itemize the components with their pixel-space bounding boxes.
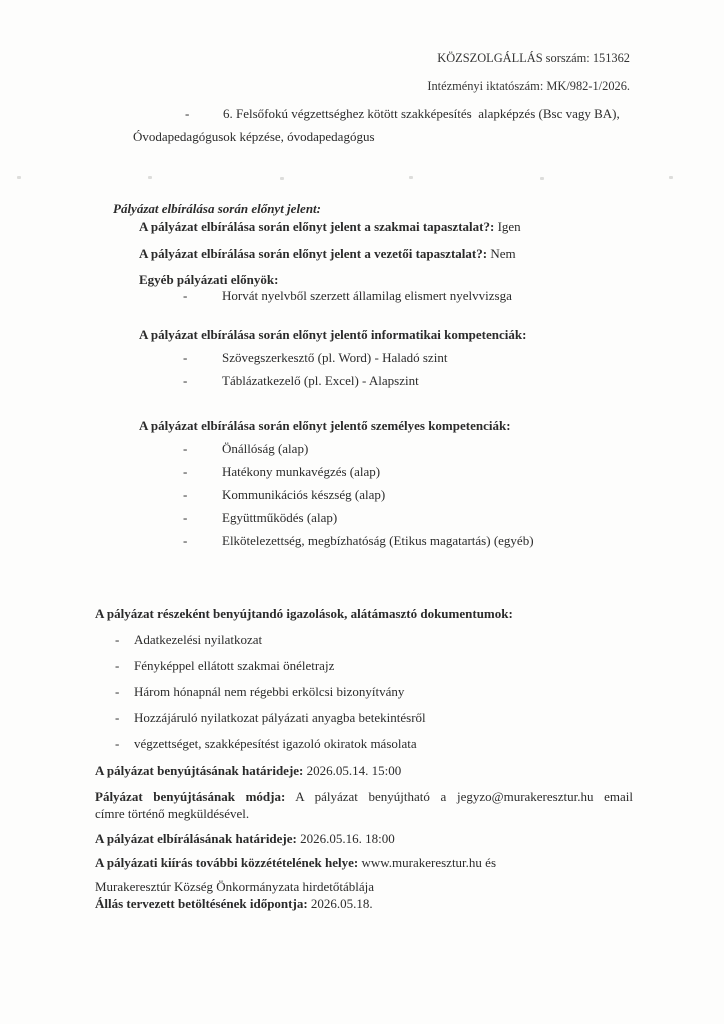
publication-place-label: A pályázati kiírás további közzétételének helye: <box>95 855 359 870</box>
bullet-dash: - <box>115 632 120 647</box>
other-advantage-item: Horvát nyelvből szerzett államilag elismert nyelvvizsga <box>222 288 512 303</box>
scan-artifact <box>409 176 413 179</box>
bullet-dash: - <box>115 710 120 725</box>
advantage-answer: Igen <box>497 219 521 234</box>
submission-method <box>95 789 633 805</box>
publication-place-value: www.murakeresztur.hu és <box>361 855 497 870</box>
doc-registry-number: Intézményi iktatószám: MK/982-1/2026. <box>427 79 630 93</box>
required-document-item: Hozzájáruló nyilatkozat pályázati anyagba betekintésről <box>134 710 426 725</box>
personal-competency-item: Együttműködés (alap) <box>222 510 338 525</box>
position-start-date-value: 2026.05.18. <box>310 896 373 911</box>
submission-deadline-label: A pályázat benyújtásának határideje: <box>95 763 304 778</box>
submission-deadline-value: 2026.05.14. 15:00 <box>306 763 402 778</box>
evaluation-deadline-value: 2026.05.16. 18:00 <box>300 831 395 846</box>
other-advantages-heading: Egyéb pályázati előnyök: <box>139 272 279 287</box>
bullet-dash: - <box>183 487 188 502</box>
scan-artifact <box>148 176 152 179</box>
scan-artifact <box>280 177 284 180</box>
bullet-dash: - <box>115 684 120 699</box>
position-start-date-label: Állás tervezett betöltésének időpontja: <box>95 896 308 911</box>
scan-artifact <box>669 176 673 179</box>
evaluation-deadline <box>95 831 395 847</box>
it-competency-item: Táblázatkezelő (pl. Excel) - Alapszint <box>222 373 419 388</box>
publication-place-continued: Murakeresztúr Község Önkormányzata hirdetőtáblája <box>95 879 375 894</box>
evaluation-deadline-label: A pályázat elbírálásának határideje: <box>95 831 297 846</box>
advantage-professional-experience <box>139 219 521 235</box>
bullet-dash: - <box>185 106 190 121</box>
qualification-line1: 6. Felsőfokú végzettséghez kötött szakképesítés alapképzés (Bsc vagy BA), <box>223 106 620 121</box>
required-document-item: Adatkezelési nyilatkozat <box>134 632 263 647</box>
scan-artifact <box>540 177 544 180</box>
submission-method-label: Pályázat benyújtásának módja: <box>95 789 286 804</box>
submission-deadline <box>95 763 401 779</box>
position-start-date <box>95 896 373 912</box>
required-document-item: végzettséget, szakképesítést igazoló okiratok másolata <box>134 736 417 751</box>
required-document-item: Fényképpel ellátott szakmai önéletrajz <box>134 658 335 673</box>
advantage-leadership-experience <box>139 246 516 262</box>
advantage-answer: Nem <box>490 246 516 261</box>
submission-method-continued: címre történő megküldésével. <box>95 806 250 821</box>
advantage-question-label: A pályázat elbírálása során előnyt jelent a vezetői tapasztalat?: <box>139 246 488 261</box>
bullet-dash: - <box>183 533 188 548</box>
scan-artifact <box>17 176 21 179</box>
personal-competencies-heading: A pályázat elbírálása során előnyt jelentő személyes kompetenciák: <box>139 418 511 433</box>
advantages-heading: Pályázat elbírálása során előnyt jelent: <box>113 201 321 216</box>
personal-competency-item: Hatékony munkavégzés (alap) <box>222 464 381 479</box>
required-document-item: Három hónapnál nem régebbi erkölcsi bizonyítvány <box>134 684 405 699</box>
publication-place <box>95 855 496 871</box>
bullet-dash: - <box>183 373 188 388</box>
bullet-dash: - <box>115 658 120 673</box>
it-competency-item: Szövegszerkesztő (pl. Word) - Haladó szint <box>222 350 448 365</box>
bullet-dash: - <box>183 350 188 365</box>
personal-competency-item: Önállóság (alap) <box>222 441 309 456</box>
required-documents-heading: A pályázat részeként benyújtandó igazolások, alátámasztó dokumentumok: <box>95 606 513 621</box>
bullet-dash: - <box>183 441 188 456</box>
advantage-question-label: A pályázat elbírálása során előnyt jelent a szakmai tapasztalat?: <box>139 219 495 234</box>
qualification-line2: Óvodapedagógusok képzése, óvodapedagógus <box>133 129 375 144</box>
bullet-dash: - <box>183 288 188 303</box>
personal-competency-item: Elkötelezettség, megbízhatóság (Etikus magatartás) (egyéb) <box>222 533 534 548</box>
it-competencies-heading: A pályázat elbírálása során előnyt jelentő informatikai kompetenciák: <box>139 327 527 342</box>
personal-competency-item: Kommunikációs készség (alap) <box>222 487 386 502</box>
doc-serial-number: KÖZSZOLGÁLLÁS sorszám: 151362 <box>437 51 630 65</box>
submission-method-value: A pályázat benyújtható a jegyzo@murakeresztur.hu email <box>295 789 633 804</box>
bullet-dash: - <box>115 736 120 751</box>
bullet-dash: - <box>183 464 188 479</box>
bullet-dash: - <box>183 510 188 525</box>
